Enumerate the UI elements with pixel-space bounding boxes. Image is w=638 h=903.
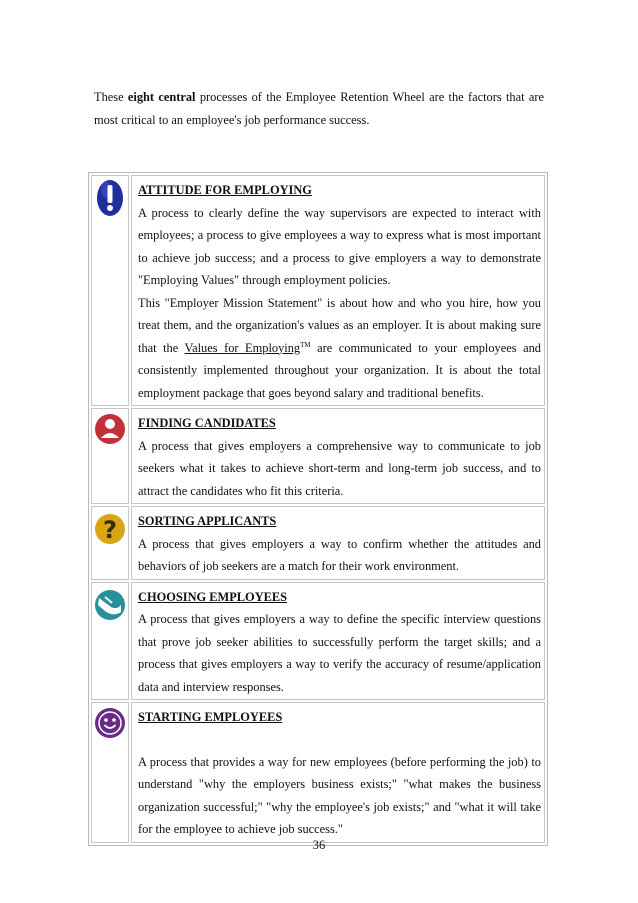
process-description: A process that gives employers a comprehensive way to communicate to job seekers what it takes to achieve short-term and long-term job success, and to attract the candidates who fit this criteria. (138, 438, 541, 498)
table-row (91, 506, 545, 580)
retention-processes-table (88, 172, 548, 846)
handshake-icon (93, 585, 127, 625)
process-description: A process that gives employers a way to define the specific interview questions that prove job seeker abilities to successfully perform the target skills; and a process that gives employers a way to verify the accuracy of resume/application data and interview responses. (138, 612, 541, 694)
values-for-employing-link[interactable]: Values for Employing (184, 340, 301, 355)
table-row (91, 702, 545, 843)
page-number: 36 (312, 838, 326, 852)
trademark-mark: TM (300, 340, 311, 349)
process-description: A process to clearly define the way supervisors are expected to interact with employees; a process to give employees a way to express what is most important to achieve job success; and a process to give employers a way to demonstrate "Employing Values" through employment policies. (138, 205, 541, 287)
icon-cell (91, 506, 129, 580)
svg-text:?: ? (103, 516, 117, 544)
process-sorting-applicants (131, 506, 545, 580)
process-attitude-for-employing (131, 175, 545, 406)
blank-line (138, 729, 541, 751)
intro-emphasis: eight central (127, 90, 196, 105)
question-mark-icon (93, 509, 127, 549)
table-row (91, 582, 545, 701)
process-heading: CHOOSING EMPLOYEES (138, 589, 288, 604)
mission-text-end: are communicated to your employees and consistently implemented throughout your organization. It is about the total employment package that goes beyond salary and traditional benefits. (138, 340, 541, 400)
process-description: A process that gives employers a way to confirm whether the attitudes and behaviors of job seekers are a match for their work environment. (138, 536, 541, 573)
icon-cell (91, 408, 129, 504)
process-heading: SORTING APPLICANTS (138, 514, 277, 528)
person-icon (93, 411, 127, 451)
process-heading: FINDING CANDIDATES (138, 416, 276, 430)
process-choosing-employees (131, 582, 545, 701)
process-mission-statement (138, 292, 541, 405)
intro-paragraph (94, 86, 544, 132)
table-row (91, 408, 545, 504)
smiley-face-icon (93, 705, 127, 745)
table-row (91, 175, 545, 406)
icon-cell (91, 175, 129, 406)
process-heading: ATTITUDE FOR EMPLOYING (138, 183, 312, 197)
process-starting-employees (131, 702, 545, 843)
exclamation-icon (93, 178, 127, 218)
intro-text-end: processes of the Employee Retention Wheel are the factors that are most critical to an employee's job performance success. (94, 90, 545, 128)
intro-text-start: These (94, 90, 128, 105)
process-finding-candidates (131, 408, 545, 504)
icon-cell (91, 582, 129, 701)
icon-cell (91, 702, 129, 843)
process-description: A process that provides a way for new employees (before performing the job) to understand "why the employers business exists;" "what makes the business organization successful;" "why the employee's job exists;" and "what it will take for the employee to achieve job success." (138, 754, 541, 836)
process-heading: STARTING EMPLOYEES (138, 710, 283, 724)
mission-text-start: This "Employer Mission Statement" is about how and who you hire, how you treat them, and the organization's values as an employer. It is about making sure that the (138, 295, 541, 355)
